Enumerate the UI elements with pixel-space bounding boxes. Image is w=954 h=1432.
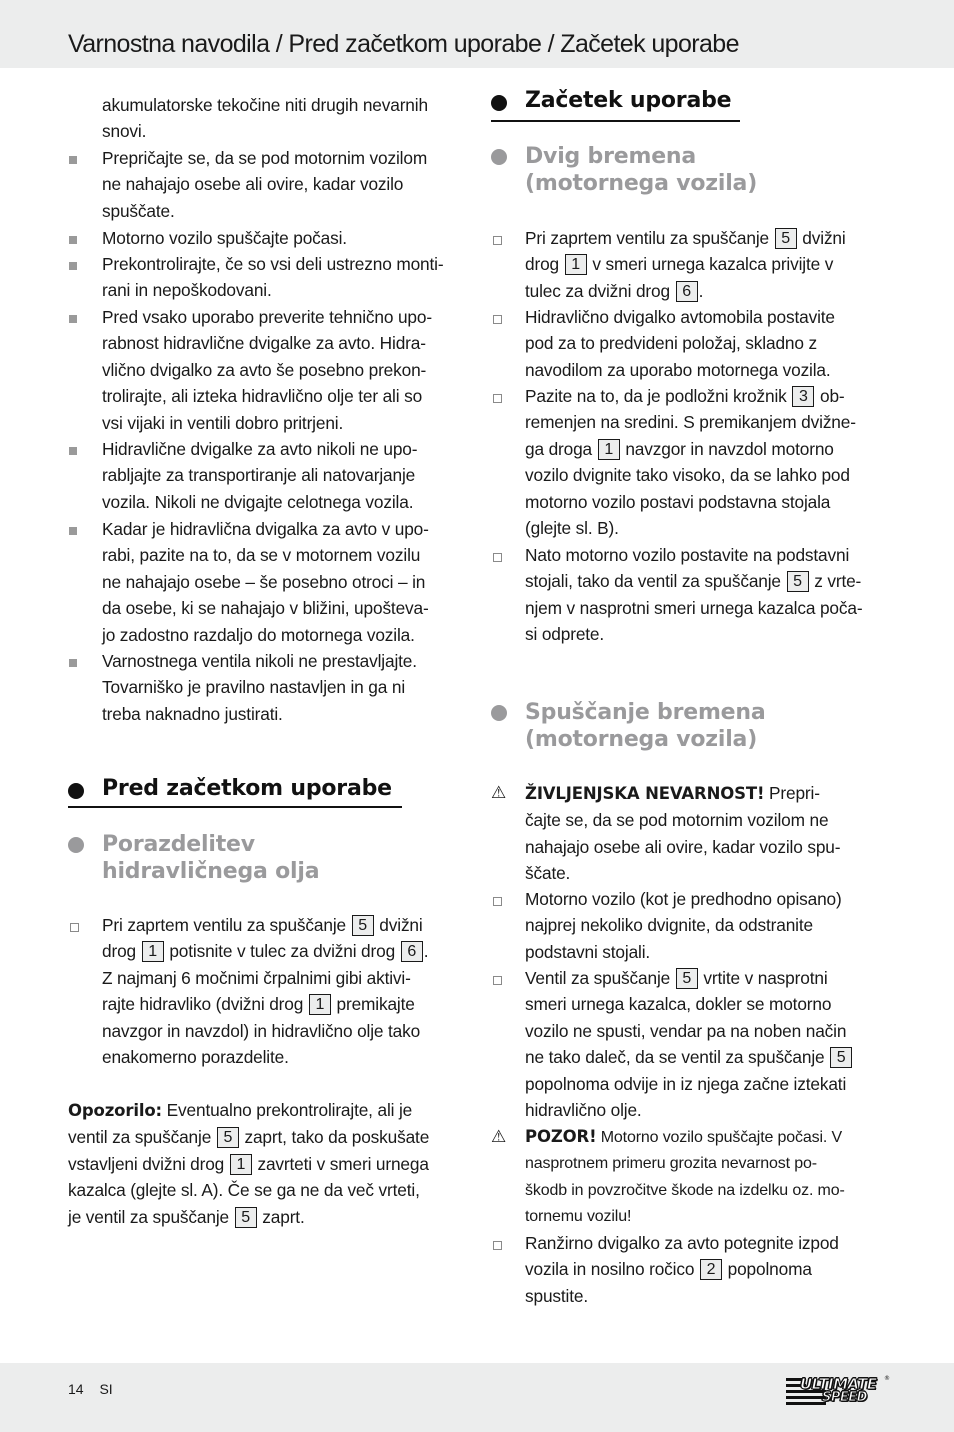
part-reference: 5 [676,968,698,989]
square-bullet-icon [68,648,88,674]
square-bullet-icon [68,304,88,330]
part-reference: 5 [235,1207,257,1228]
square-bullet-icon [68,145,88,171]
part-reference: 6 [401,941,423,962]
subsection-heading-porazdelitev: Porazdelitev hidravličnega olja [68,831,319,885]
part-reference: 5 [787,571,809,592]
safety-bullet: Prekontrolirajte, če so vsi deli ustrezno monti- rani in nepoškodovani. [68,251,468,304]
page-footer [0,1363,954,1432]
instruction-step: Ranžirno dvigalko za avto potegnite izpod vozila in nosilno ročico 2 popolnoma spustite. [491,1230,891,1309]
checkbox-bullet-icon [491,965,511,991]
part-reference: 5 [775,228,797,249]
safety-bullet: Motorno vozilo spuščajte počasi. [68,225,468,251]
part-reference: 5 [217,1127,239,1148]
bullet-dot-icon [491,149,507,165]
section-heading-zacetek: Začetek uporabe [491,88,731,114]
checkbox-bullet-icon [491,1230,511,1256]
caution-label: POZOR! [525,1127,597,1146]
part-reference: 1 [598,439,620,460]
subsection-heading-dvig: Dvig bremena (motornega vozila) [491,143,757,197]
square-bullet-icon [68,251,88,277]
part-reference: 1 [142,941,164,962]
checkbox-bullet-icon [68,912,88,938]
checkbox-bullet-icon [491,304,511,330]
bullet-dot-icon [68,783,84,799]
square-bullet-icon [68,516,88,542]
continuation-paragraph: akumulatorske tekočine niti drugih nevarnih snovi. [102,95,428,142]
heading-underline [491,120,740,122]
note-paragraph: Opozorilo: Eventualno prekontrolirajte, ali je ventil za spuščanje 5 zaprt, tako da poskušate vstavljeni dvižni drog 1 zavrteti v smeri urnega kazalca (glejte sl. A). Če se ga ne da več vrteti, je ventil za spuščanje 5 zaprt. [68,1100,430,1227]
checkbox-bullet-icon [491,225,511,251]
safety-bullet: Pred vsako uporabo preverite tehnično upo- rabnost hidravlične dvigalke za avto. Hidra- vlično dvigalko za avto še posebno prekon- trolirajte, ali izteka hidravlično olje ter ali so vsi vijaki in ventili dobro pritrjeni. [68,304,468,436]
part-reference: 1 [230,1154,252,1175]
instruction-step: Motorno vozilo (kot je predhodno opisano) najprej nekoliko dvignite, da odstranite podstavni stojali. [491,886,891,965]
bullet-dot-icon [491,95,507,111]
instruction-step: Pazite na to, da je podložni krožnik 3 ob- remenjen na sredini. S premikanjem dvižne- ga droga 1 navzgor in navzdol motorno vozilo dvignite tako visoko, da se lahko pod motorno vozilo postavi podstavna stojala (glejte sl. B). [491,383,891,541]
bullet-dot-icon [491,705,507,721]
safety-bullet: Prepričajte se, da se pod motornim vozilom ne nahajajo osebe ali ovire, kadar vozilo spuščate. [68,145,468,224]
warning-triangle-icon: ⚠ [491,1127,507,1146]
warning-triangle-icon: ⚠ [491,783,507,802]
checkbox-bullet-icon [491,383,511,409]
part-reference: 3 [792,386,814,407]
part-reference: 6 [676,281,698,302]
safety-bullet: Varnostnega ventila nikoli ne prestavljajte. Tovarniško je pravilno nastavljen in ga ni treba naknadno justirati. [68,648,468,727]
checkbox-bullet-icon [491,886,511,912]
part-reference: 1 [565,254,587,275]
danger-label: ŽIVLJENJSKA NEVARNOST! [525,784,765,803]
instruction-step: Pri zaprtem ventilu za spuščanje 5 dvižni drog 1 potisnite v tulec za dvižni drog 6 . Z najmanj 6 močnimi črpalnimi gibi aktivi- rajte hidravliko (dvižni drog 1 premikajte navzgor in navzdol) in hidravlično olje tako enakomerno porazdelite. [68,912,468,1070]
page-header [0,0,954,68]
safety-bullet: Kadar je hidravlična dvigalka za avto v upo- rabi, pazite na to, da se v motornem vozilu ne nahajajo osebe – še posebno otroci – in da osebe, ki se nahajajo v bližini, upošteva- jo zadostno razdaljo do motornega vozila. [68,516,468,648]
note-label: Opozorilo: [68,1101,162,1120]
caution-warning: ⚠ POZOR! Motorno vozilo spuščajte počasi. V nasprotnem primeru grozita nevarnost po- škodb in povzročitve škode na izdelku oz. mo- tornemu vozilu! [491,1124,891,1231]
danger-warning: ⚠ ŽIVLJENJSKA NEVARNOST! Prepri- čajte se, da se pod motornim vozilom ne nahajajo osebe ali ovire, kadar vozilo spu- ščate. [491,780,891,887]
bullet-dot-icon [68,837,84,853]
page-title: Varnostna navodila / Pred začetkom uporabe / Začetek uporabe [68,30,739,58]
square-bullet-icon [68,225,88,251]
instruction-step: Ventil za spuščanje 5 vrtite v nasprotni smeri urnega kazalca, dokler se motorno vozilo ne spusti, vendar pa na noben način ne tako daleč, da se ventil za spuščanje 5 popolnoma odvije in iz njega začne iztekati hidravlično olje. [491,965,891,1123]
part-reference: 1 [309,994,331,1015]
language-code: SI [99,1381,113,1397]
safety-bullet: Hidravlične dvigalke za avto nikoli ne upo- rabljajte za transportiranje ali natovarjanje vozila. Nikoli ne dvigajte celotnega vozila. [68,436,468,515]
checkbox-bullet-icon [491,542,511,568]
part-reference: 5 [352,915,374,936]
instruction-step: Hidravlično dvigalko avtomobila postavite pod za to predvideni položaj, skladno z navodilom za uporabo motornega vozila. [491,304,891,383]
part-reference: 2 [700,1259,722,1280]
page-number: 14 SI [68,1381,113,1397]
instruction-step: Pri zaprtem ventilu za spuščanje 5 dvižni drog 1 v smeri urnega kazalca privijte v tulec za dvižni drog 6 . [491,225,891,304]
ultimate-speed-logo: ULTIMATE SPEED ® [786,1375,890,1409]
subsection-heading-spuscanje: Spuščanje bremena (motornega vozila) [491,699,766,753]
square-bullet-icon [68,436,88,462]
heading-underline [68,806,402,808]
section-heading-pred-zacetkom: Pred začetkom uporabe [68,776,392,802]
part-reference: 5 [830,1047,852,1068]
instruction-step: Nato motorno vozilo postavite na podstavni stojali, tako da ventil za spuščanje 5 z vrte- njem v nasprotni smeri urnega kazalca poča- si odprete. [491,542,891,648]
